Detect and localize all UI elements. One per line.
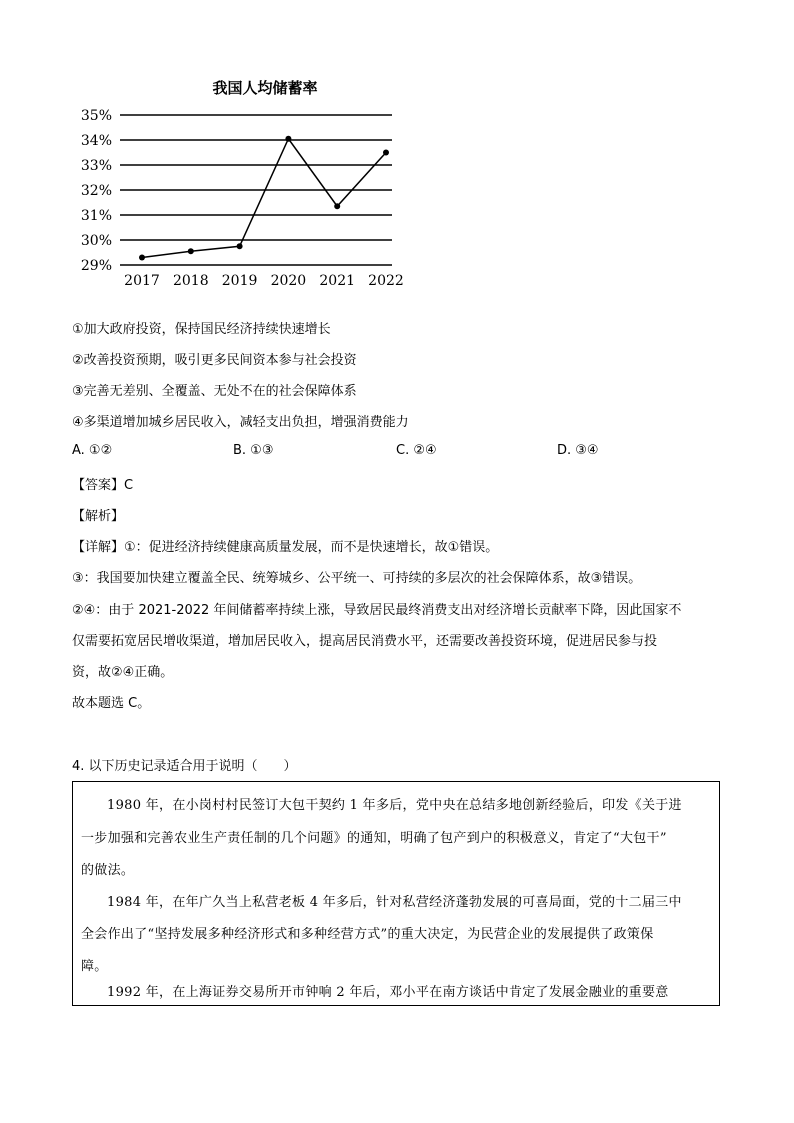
record-1984-line-1: 1984 年，在年广久当上私营老板 4 年多后，针对私营经济蓬勃发展的可喜局面，党的十二届三中 (107, 895, 682, 910)
chart-title: 我国人均储蓄率 (212, 79, 318, 97)
choice-d: D. ③④ (557, 443, 599, 458)
chart-x-axis (124, 273, 404, 289)
y-tick-label: 34% (80, 133, 112, 149)
record-1980-line-1: 1980 年，在小岗村村民签订大包干契约 1 年多后，党中央在总结多地创新经验后，印发《关于进 (107, 798, 682, 813)
x-tick-label: 2017 (124, 273, 160, 289)
data-point (237, 243, 243, 249)
record-1984-line-2: 全会作出了“坚持发展多种经济形式和多种经营方式”的重大决定，为民营企业的发展提供了政策保 (81, 927, 654, 942)
option-2: ②改善投资预期，吸引更多民间资本参与社会投资 (72, 353, 357, 368)
choice-c: C. ②④ (396, 443, 437, 458)
data-point (334, 203, 340, 209)
detail-line-4: 仅需要拓宽居民增收渠道，增加居民收入，提高居民消费水平，还需要改善投资环境，促进居民参与投 (72, 634, 658, 649)
historical-records-box (72, 781, 720, 1006)
data-point (285, 136, 291, 142)
detail-line-5: 资，故②④正确。 (72, 665, 174, 680)
record-1984-line-3: 障。 (81, 959, 108, 974)
y-tick-label: 30% (80, 233, 112, 249)
conclusion: 故本题选 C。 (72, 696, 151, 711)
x-tick-label: 2018 (172, 273, 209, 289)
question-4-stem: 4. 以下历史记录适合用于说明（ ） (72, 759, 297, 774)
x-tick-label: 2020 (270, 273, 307, 289)
option-3: ③完善无差别、全覆盖、无处不在的社会保障体系 (72, 384, 357, 399)
y-tick-label: 31% (80, 208, 112, 224)
detail-line-2: ③：我国要加快建立覆盖全民、统筹城乡、公平统一、可持续的多层次的社会保障体系，故③错误。 (72, 571, 642, 586)
record-1980-line-2: 一步加强和完善农业生产责任制的几个问题》的通知，明确了包产到户的积极意义，肯定了“大包干” (81, 831, 667, 846)
data-point (188, 248, 194, 254)
y-tick-label: 35% (80, 108, 112, 124)
data-point (139, 255, 145, 261)
answer-value: C (124, 478, 134, 493)
analysis-tag: 【解析】 (72, 509, 125, 524)
choice-a: A. ①② (72, 443, 113, 458)
chart-points (139, 136, 389, 261)
detail-line-1: 【详解】①：促进经济持续健康高质量发展，而不是快速增长，故①错误。 (72, 540, 499, 555)
answer-tag: 【答案】 (72, 478, 125, 493)
chart-y-axis (81, 108, 112, 274)
y-tick-label: 29% (80, 258, 112, 274)
savings-rate-chart (70, 72, 410, 296)
y-tick-label: 33% (80, 158, 112, 174)
y-tick-label: 32% (80, 183, 112, 199)
option-4: ④多渠道增加城乡居民收入，减轻支出负担，增强消费能力 (72, 415, 409, 430)
data-point (383, 150, 389, 156)
record-1980-line-3: 的做法。 (81, 863, 135, 878)
record-1992-line-1: 1992 年，在上海证券交易所开市钟响 2 年后，邓小平在南方谈话中肯定了发展金融业的重要意 (107, 985, 669, 1000)
option-1: ①加大政府投资，保持国民经济持续快速增长 (72, 322, 331, 337)
detail-line-3: ②④：由于 2021-2022 年间储蓄率持续上涨，导致居民最终消费支出对经济增长贡献率下降，因此国家不 (72, 603, 682, 618)
answer-line (72, 474, 133, 493)
choice-b: B. ①③ (233, 443, 274, 458)
x-tick-label: 2022 (368, 273, 404, 289)
x-tick-label: 2021 (319, 273, 356, 289)
x-tick-label: 2019 (221, 273, 258, 289)
